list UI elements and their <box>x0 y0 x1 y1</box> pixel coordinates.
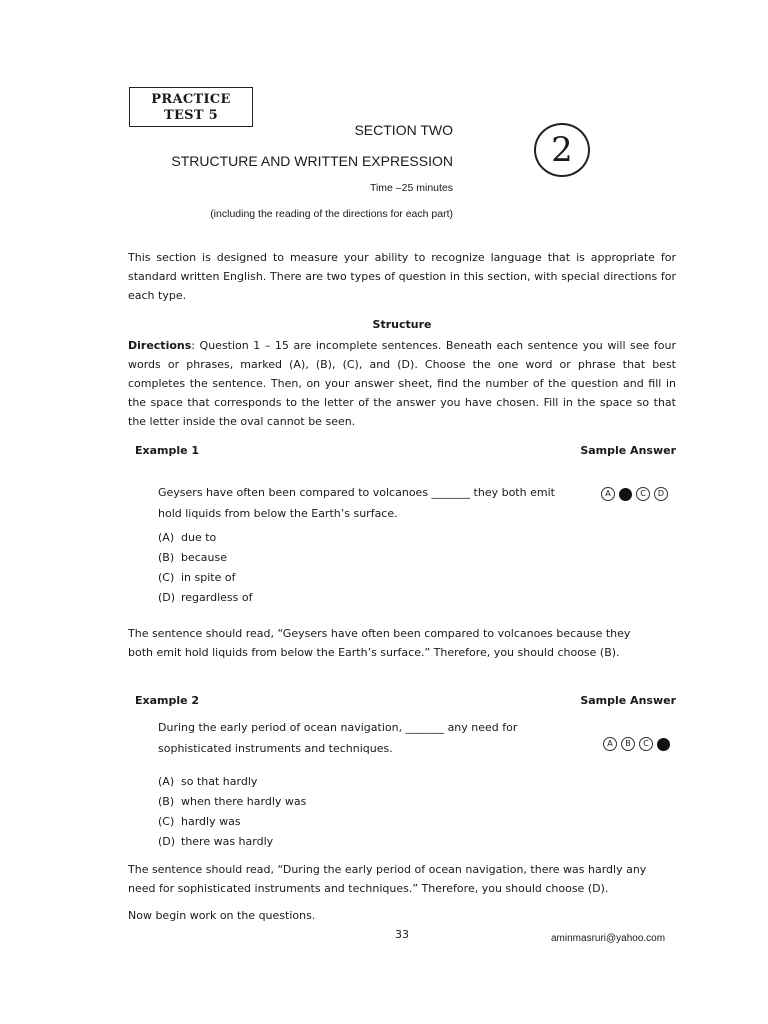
bubble-c: C <box>639 737 653 751</box>
bubble-a: A <box>601 487 615 501</box>
test-number-label: TEST 5 <box>163 108 219 123</box>
example1-question-line2: hold liquids from below the Earth’s surface. <box>158 506 398 520</box>
time-note: (including the reading of the directions for each part) <box>210 208 453 220</box>
bubble-b-filled <box>619 488 632 501</box>
page-number: 33 <box>395 928 409 941</box>
bubble-d-filled <box>657 738 670 751</box>
example1-explanation: The sentence should read, “Geysers have often been compared to volcanoes because they both emit hold liquids from below the Earth’s surface.” Therefore, you should choose (B). <box>128 627 631 659</box>
bubble-d: D <box>654 487 668 501</box>
example2-question-line2: sophisticated instruments and techniques. <box>158 741 393 755</box>
bubble-b: B <box>621 737 635 751</box>
example2-option-c: (C) hardly was <box>158 815 241 828</box>
closing-instruction: Now begin work on the questions. <box>128 909 316 922</box>
example2-option-a: (A) so that hardly <box>158 775 258 788</box>
bubble-c: C <box>636 487 650 501</box>
example2-option-b: (B) when there hardly was <box>158 795 307 808</box>
example2-answer-bubbles <box>603 736 674 752</box>
example1-option-a: (A) due to <box>158 531 217 544</box>
example2-explanation: The sentence should read, “During the early period of ocean navigation, there was hardly any need for sophisticated instruments and techniques.” Therefore, you should choose (D). <box>128 863 647 895</box>
section-badge: 2 <box>534 123 590 177</box>
practice-test-box <box>129 87 253 127</box>
example1-option-c: (C) in spite of <box>158 571 236 584</box>
time-limit: Time –25 minutes <box>369 182 453 194</box>
example1-sample-label: Sample Answer <box>580 444 676 457</box>
example1-question-line1: Geysers have often been compared to volcanoes _______ they both emit <box>158 486 555 499</box>
practice-label: PRACTICE <box>151 92 231 107</box>
directions-label: Directions <box>128 339 192 352</box>
example1-option-b: (B) because <box>158 551 228 564</box>
section-title: STRUCTURE AND WRITTEN EXPRESSION <box>171 153 453 169</box>
directions-text: : Question 1 – 15 are incomplete sentences. Beneath each sentence you will see four words or phrases, marked (A), (B), (C), and (D). Choose the one word or phrase that best completes the sentence. Then, on your answer sheet, find the number of the question and fill in the space that corresponds to the letter of the answer you have chosen. Fill in the space so that the letter inside the oval cannot be seen. <box>128 339 676 428</box>
example2-sample-label: Sample Answer <box>580 694 676 707</box>
section-number: SECTION TWO <box>354 122 453 138</box>
example1-label: Example 1 <box>135 444 200 457</box>
example1-answer-bubbles <box>601 486 672 502</box>
example2-question <box>158 718 568 759</box>
example2-question-line1: During the early period of ocean navigation, _______ any need for <box>158 721 518 734</box>
footer-email: aminmasruri@yahoo.com <box>551 933 666 944</box>
example2-label: Example 2 <box>135 694 200 707</box>
bubble-a: A <box>603 737 617 751</box>
example2-option-d: (D) there was hardly <box>158 835 274 848</box>
example1-question <box>158 483 568 524</box>
example1-option-d: (D) regardless of <box>158 591 253 604</box>
structure-heading: Structure <box>372 318 432 331</box>
intro-paragraph: This section is designed to measure your ability to recognize language that is appropriate for standard written English. There are two types of question in this section, with special directions for each type. <box>128 251 676 302</box>
directions-paragraph <box>128 336 676 431</box>
